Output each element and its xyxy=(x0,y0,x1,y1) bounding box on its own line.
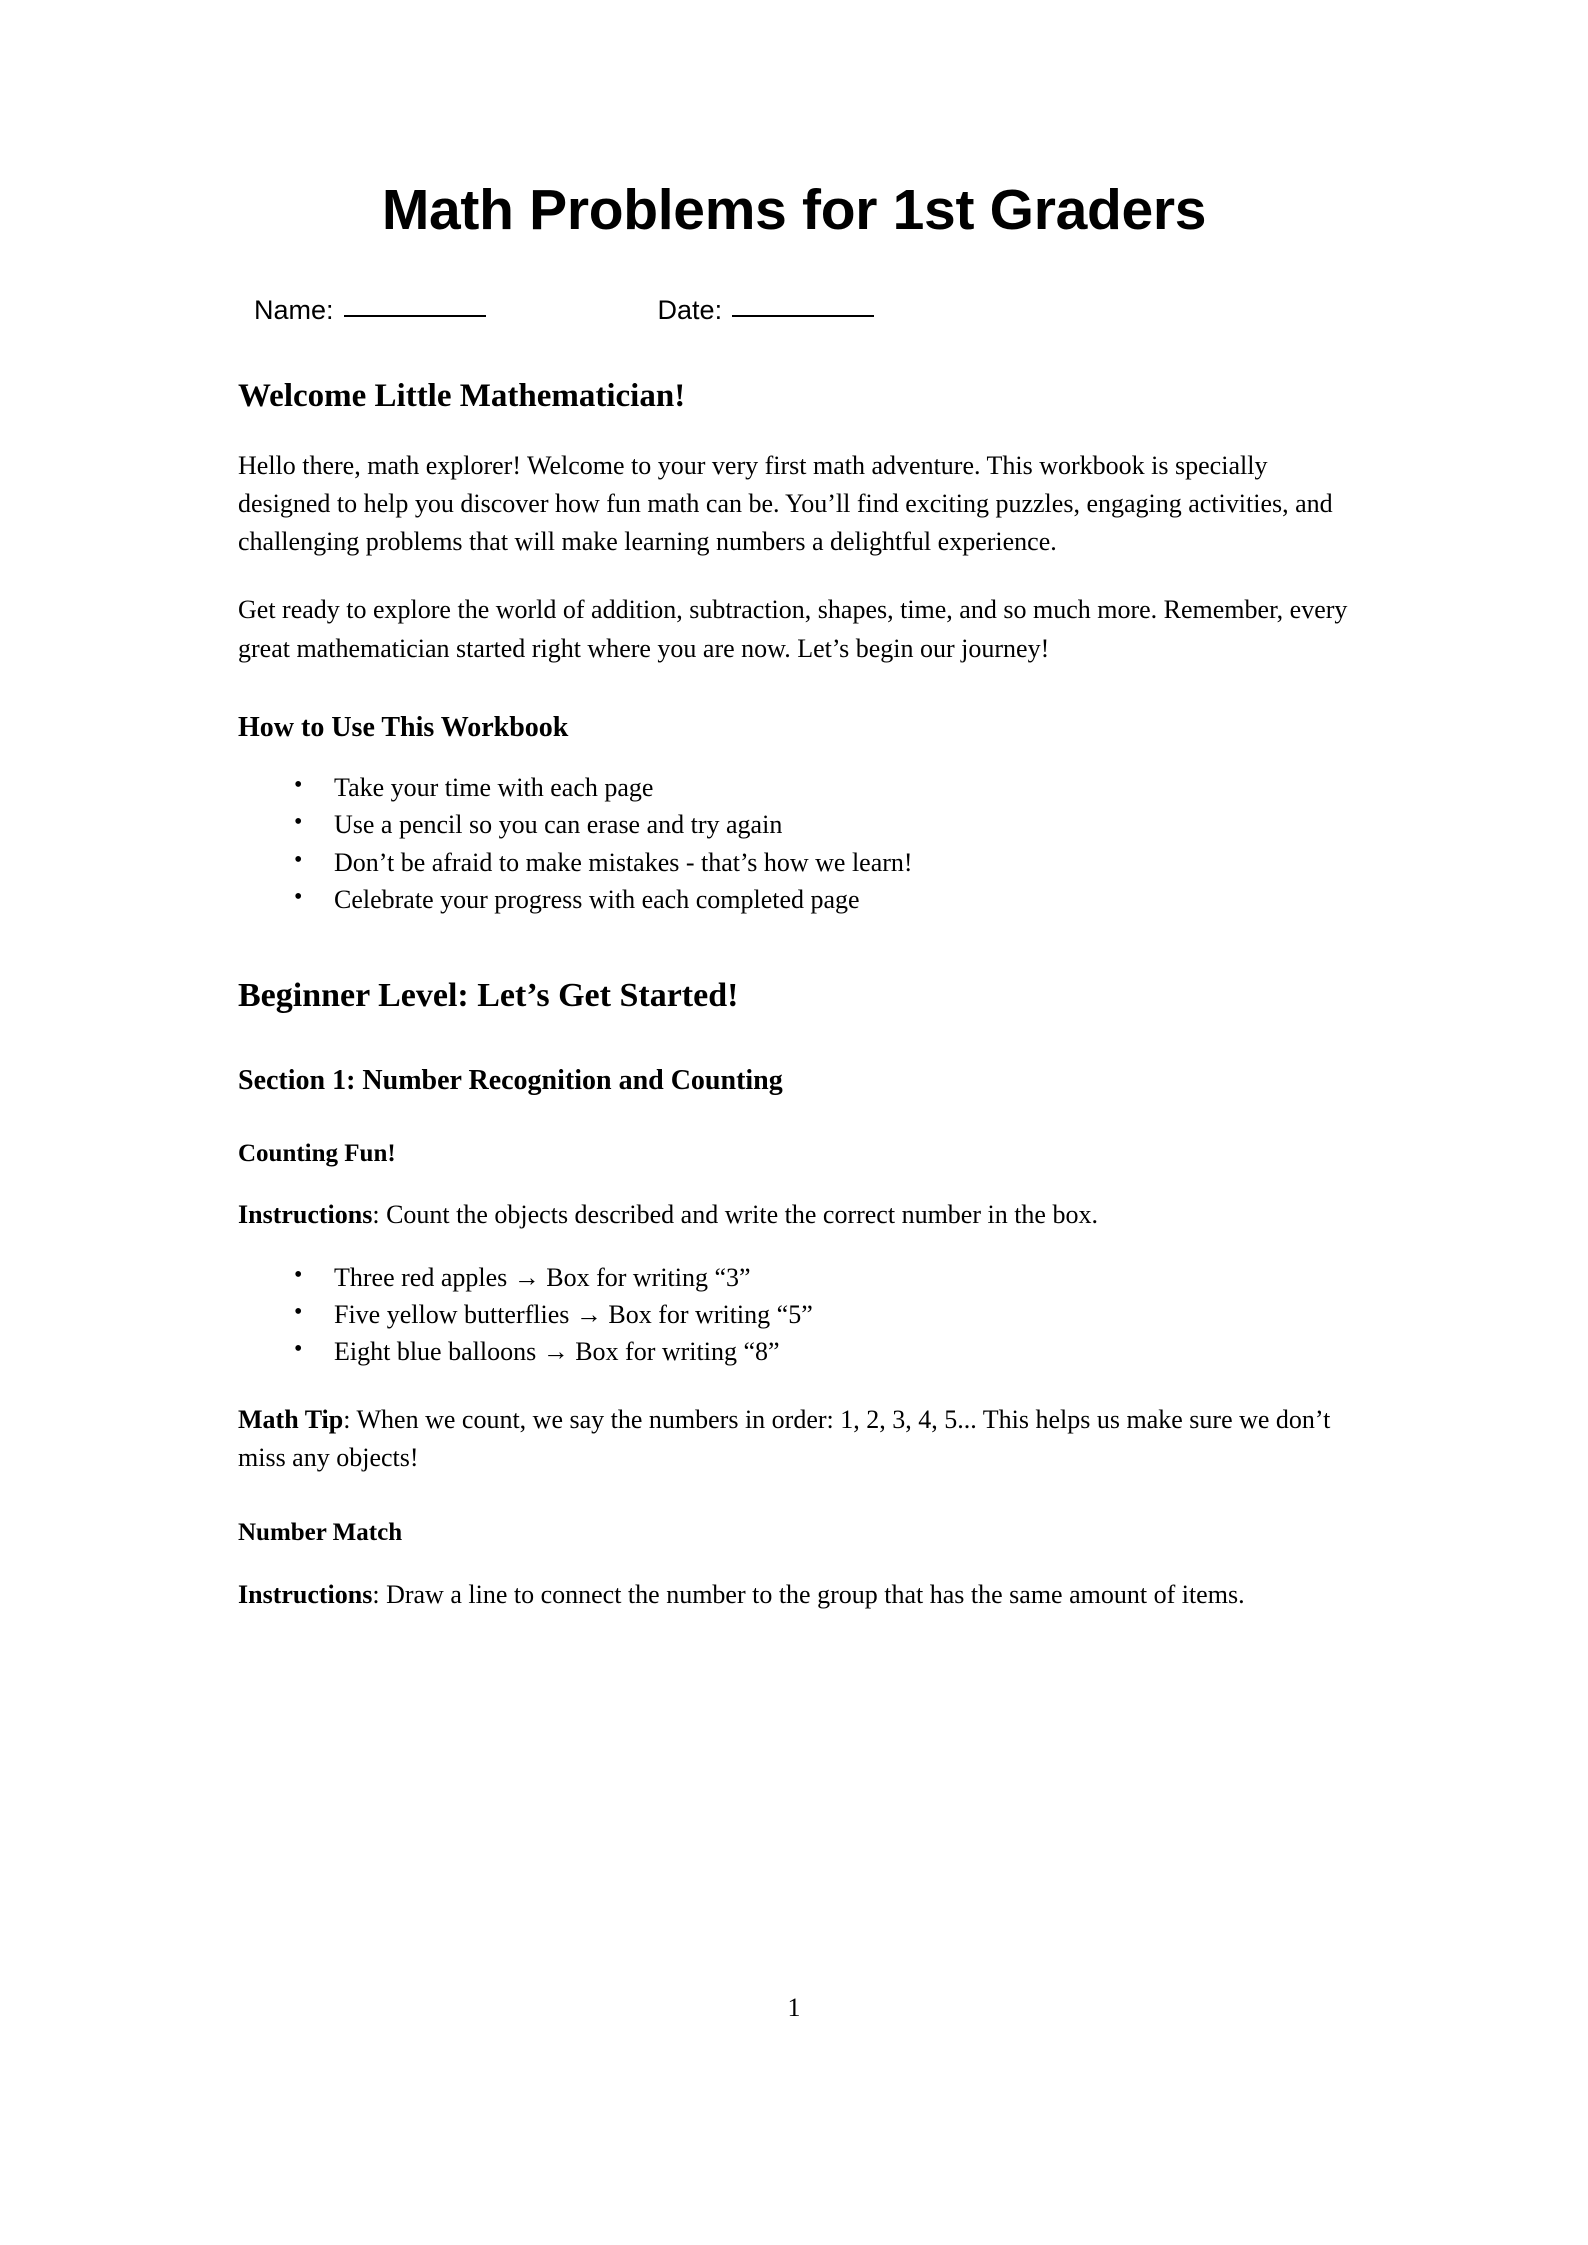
number-match-instructions xyxy=(238,1549,1350,1614)
list-item: • Don’t be afraid to make mistakes - that’s how we learn! xyxy=(238,844,1350,881)
counting-fun-instructions xyxy=(238,1169,1350,1234)
document-content xyxy=(238,0,1350,1614)
math-tip xyxy=(238,1371,1350,1477)
math-tip-text: : When we count, we say the numbers in order: 1, 2, 3, 4, 5... This helps us make sure we don’t miss any objects! xyxy=(238,1404,1331,1473)
instructions-label: Instructions xyxy=(238,1579,373,1609)
name-date-row xyxy=(254,295,1350,326)
how-to-use-heading: How to Use This Workbook xyxy=(238,711,569,743)
instructions-label: Instructions xyxy=(238,1200,373,1230)
list-item: • Celebrate your progress with each completed page xyxy=(238,881,1350,918)
instructions-text: : Count the objects described and write the correct number in the box. xyxy=(372,1200,1098,1230)
beginner-level-heading: Beginner Level: Let’s Get Started! xyxy=(238,976,739,1014)
list-item: • Use a pencil so you can erase and try again xyxy=(238,806,1350,843)
section-1-heading: Section 1: Number Recognition and Counting xyxy=(238,1065,783,1097)
date-field[interactable] xyxy=(658,295,875,326)
number-match-heading: Number Match xyxy=(238,1519,403,1547)
date-label: Date: xyxy=(657,294,723,325)
list-item: • Eight blue balloons → Box for writing “8” xyxy=(238,1333,1350,1370)
math-tip-label: Math Tip xyxy=(238,1404,344,1434)
page-number: 1 xyxy=(787,1993,801,2022)
counting-fun-heading: Counting Fun! xyxy=(238,1140,396,1168)
name-blank-line[interactable] xyxy=(344,314,486,317)
list-item: • Take your time with each page xyxy=(238,769,1350,806)
welcome-paragraph-1: Hello there, math explorer! Welcome to your very first math adventure. This workbook is specially designed to help you discover how fun math can be. You’ll find exciting puzzles, engaging activities, and challenging problems that will make learning numbers a delightful experience. xyxy=(238,450,1333,557)
welcome-paragraph-2: Get ready to explore the world of addition, subtraction, shapes, time, and so much more. Remember, every great mathematician started right where you are now. Let’s begin our journey! xyxy=(238,595,1348,663)
list-item: • Three red apples → Box for writing “3” xyxy=(238,1259,1350,1296)
date-blank-line[interactable] xyxy=(732,314,874,317)
name-field[interactable] xyxy=(254,295,486,326)
counting-fun-list xyxy=(238,1235,1350,1371)
welcome-heading: Welcome Little Mathematician! xyxy=(238,377,686,414)
name-label: Name: xyxy=(254,294,334,325)
instructions-text: : Draw a line to connect the number to the group that has the same amount of items. xyxy=(372,1579,1245,1609)
list-item: • Five yellow butterflies → Box for writing “5” xyxy=(238,1296,1350,1333)
how-to-use-list xyxy=(238,745,1350,919)
page-title: Math Problems for 1st Graders xyxy=(381,178,1207,242)
